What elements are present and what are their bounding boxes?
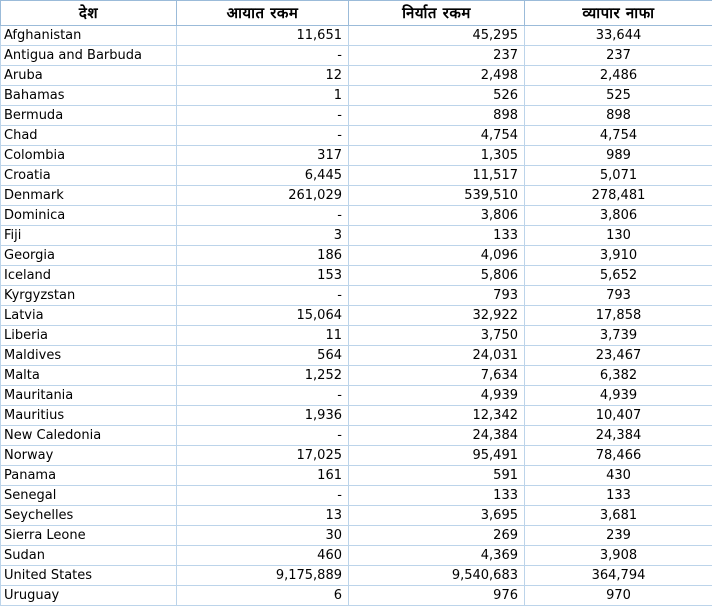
header-export-amount: निर्यात रकम (349, 1, 525, 26)
table-row (1, 146, 712, 166)
country-cell: Seychelles (1, 506, 177, 526)
export-cell: 269 (349, 526, 525, 546)
country-cell: Aruba (1, 66, 177, 86)
country-cell: Panama (1, 466, 177, 486)
import-cell: 460 (177, 546, 349, 566)
import-cell: 186 (177, 246, 349, 266)
export-cell: 133 (349, 226, 525, 246)
profit-cell: 23,467 (525, 346, 712, 366)
table-row (1, 566, 712, 586)
export-cell: 237 (349, 46, 525, 66)
import-cell: 1,936 (177, 406, 349, 426)
import-cell: - (177, 46, 349, 66)
profit-cell: 3,806 (525, 206, 712, 226)
profit-cell: 3,908 (525, 546, 712, 566)
profit-cell: 2,486 (525, 66, 712, 86)
table-row (1, 266, 712, 286)
table-row (1, 246, 712, 266)
country-cell: Kyrgyzstan (1, 286, 177, 306)
table-row (1, 506, 712, 526)
export-cell: 793 (349, 286, 525, 306)
profit-cell: 430 (525, 466, 712, 486)
table-row (1, 306, 712, 326)
profit-cell: 970 (525, 586, 712, 606)
table-row (1, 326, 712, 346)
import-cell: 317 (177, 146, 349, 166)
table-row (1, 586, 712, 606)
country-cell: Bermuda (1, 106, 177, 126)
export-cell: 526 (349, 86, 525, 106)
table-row (1, 166, 712, 186)
table-row (1, 286, 712, 306)
country-cell: Denmark (1, 186, 177, 206)
export-cell: 4,096 (349, 246, 525, 266)
export-cell: 5,806 (349, 266, 525, 286)
export-cell: 591 (349, 466, 525, 486)
export-cell: 95,491 (349, 446, 525, 466)
table-row (1, 186, 712, 206)
export-cell: 24,384 (349, 426, 525, 446)
export-cell: 3,695 (349, 506, 525, 526)
import-cell: - (177, 386, 349, 406)
table-row (1, 426, 712, 446)
profit-cell: 898 (525, 106, 712, 126)
table-row (1, 546, 712, 566)
country-cell: Bahamas (1, 86, 177, 106)
country-cell: New Caledonia (1, 426, 177, 446)
import-cell: - (177, 126, 349, 146)
export-cell: 45,295 (349, 26, 525, 46)
profit-cell: 17,858 (525, 306, 712, 326)
country-cell: Fiji (1, 226, 177, 246)
import-cell: 161 (177, 466, 349, 486)
profit-cell: 989 (525, 146, 712, 166)
country-cell: Dominica (1, 206, 177, 226)
export-cell: 32,922 (349, 306, 525, 326)
export-cell: 3,806 (349, 206, 525, 226)
profit-cell: 364,794 (525, 566, 712, 586)
table-row (1, 486, 712, 506)
table-row (1, 126, 712, 146)
table-row (1, 66, 712, 86)
export-cell: 3,750 (349, 326, 525, 346)
profit-cell: 278,481 (525, 186, 712, 206)
profit-cell: 3,739 (525, 326, 712, 346)
country-cell: Croatia (1, 166, 177, 186)
country-cell: Malta (1, 366, 177, 386)
profit-cell: 6,382 (525, 366, 712, 386)
export-cell: 9,540,683 (349, 566, 525, 586)
country-cell: Chad (1, 126, 177, 146)
profit-cell: 3,681 (525, 506, 712, 526)
country-cell: United States (1, 566, 177, 586)
export-cell: 4,754 (349, 126, 525, 146)
table-row (1, 466, 712, 486)
import-cell: 11,651 (177, 26, 349, 46)
import-cell: 6 (177, 586, 349, 606)
header-trade-profit: व्यापार नाफा (525, 1, 712, 26)
country-cell: Sudan (1, 546, 177, 566)
import-cell: - (177, 486, 349, 506)
table-row (1, 226, 712, 246)
profit-cell: 78,466 (525, 446, 712, 466)
import-cell: - (177, 286, 349, 306)
table-row (1, 26, 712, 46)
export-cell: 24,031 (349, 346, 525, 366)
export-cell: 4,939 (349, 386, 525, 406)
profit-cell: 4,939 (525, 386, 712, 406)
import-cell: - (177, 206, 349, 226)
country-cell: Mauritania (1, 386, 177, 406)
profit-cell: 239 (525, 526, 712, 546)
profit-cell: 130 (525, 226, 712, 246)
import-cell: 13 (177, 506, 349, 526)
profit-cell: 5,071 (525, 166, 712, 186)
export-cell: 4,369 (349, 546, 525, 566)
country-cell: Georgia (1, 246, 177, 266)
profit-cell: 24,384 (525, 426, 712, 446)
export-cell: 1,305 (349, 146, 525, 166)
profit-cell: 525 (525, 86, 712, 106)
profit-cell: 793 (525, 286, 712, 306)
country-cell: Sierra Leone (1, 526, 177, 546)
import-cell: 261,029 (177, 186, 349, 206)
import-cell: 17,025 (177, 446, 349, 466)
table-row (1, 106, 712, 126)
table-row (1, 346, 712, 366)
country-cell: Uruguay (1, 586, 177, 606)
import-cell: 15,064 (177, 306, 349, 326)
import-cell: 153 (177, 266, 349, 286)
table-row (1, 526, 712, 546)
export-cell: 7,634 (349, 366, 525, 386)
import-cell: - (177, 426, 349, 446)
country-cell: Afghanistan (1, 26, 177, 46)
profit-cell: 3,910 (525, 246, 712, 266)
country-cell: Latvia (1, 306, 177, 326)
export-cell: 976 (349, 586, 525, 606)
import-cell: - (177, 106, 349, 126)
profit-cell: 133 (525, 486, 712, 506)
import-cell: 9,175,889 (177, 566, 349, 586)
header-row (1, 1, 712, 26)
profit-cell: 237 (525, 46, 712, 66)
import-cell: 3 (177, 226, 349, 246)
country-cell: Maldives (1, 346, 177, 366)
export-cell: 12,342 (349, 406, 525, 426)
country-cell: Antigua and Barbuda (1, 46, 177, 66)
header-country: देश (1, 1, 177, 26)
export-cell: 11,517 (349, 166, 525, 186)
import-cell: 1 (177, 86, 349, 106)
profit-cell: 5,652 (525, 266, 712, 286)
export-cell: 539,510 (349, 186, 525, 206)
export-cell: 2,498 (349, 66, 525, 86)
table-row (1, 86, 712, 106)
table-row (1, 46, 712, 66)
import-cell: 1,252 (177, 366, 349, 386)
table-row (1, 386, 712, 406)
country-cell: Senegal (1, 486, 177, 506)
country-cell: Norway (1, 446, 177, 466)
table-row (1, 406, 712, 426)
import-cell: 11 (177, 326, 349, 346)
profit-cell: 10,407 (525, 406, 712, 426)
country-cell: Mauritius (1, 406, 177, 426)
profit-cell: 33,644 (525, 26, 712, 46)
table-row (1, 206, 712, 226)
country-cell: Iceland (1, 266, 177, 286)
export-cell: 133 (349, 486, 525, 506)
table-row (1, 446, 712, 466)
table-row (1, 366, 712, 386)
country-cell: Colombia (1, 146, 177, 166)
import-cell: 6,445 (177, 166, 349, 186)
export-cell: 898 (349, 106, 525, 126)
import-cell: 564 (177, 346, 349, 366)
country-cell: Liberia (1, 326, 177, 346)
header-import-amount: आयात रकम (177, 1, 349, 26)
import-cell: 30 (177, 526, 349, 546)
import-cell: 12 (177, 66, 349, 86)
profit-cell: 4,754 (525, 126, 712, 146)
